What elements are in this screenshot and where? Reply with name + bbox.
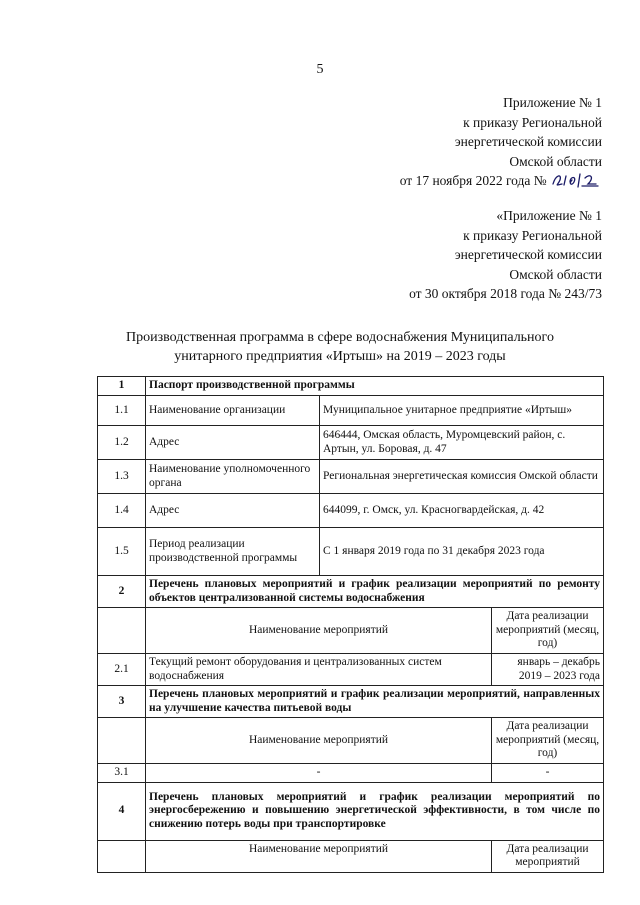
- row-number: 1.4: [98, 494, 146, 528]
- measure-date: -: [492, 764, 604, 783]
- column-header-date: Дата реализации мероприятий: [492, 840, 604, 872]
- table-row: [98, 764, 604, 783]
- column-header-name: Наименование мероприятий: [146, 840, 492, 872]
- header-line: к приказу Региональной: [463, 114, 602, 130]
- table-row: [98, 654, 604, 686]
- section-row: [98, 686, 604, 718]
- table-row: [98, 396, 604, 426]
- column-header-row: [98, 840, 604, 872]
- row-value: 644099, г. Омск, ул. Красногвардейская, д. 42: [320, 494, 604, 528]
- appendix-current-header: [400, 93, 602, 191]
- order-date-line: [400, 171, 602, 191]
- row-label: Наименование уполномоченного органа: [146, 460, 320, 494]
- order-date: от 17 ноября 2022 года №: [399, 173, 547, 188]
- row-value: Муниципальное унитарное предприятие «Иртыш»: [320, 396, 604, 426]
- row-label: Период реализации производственной программы: [146, 528, 320, 576]
- section-number: 2: [98, 576, 146, 608]
- row-number: 1.5: [98, 528, 146, 576]
- row-number: 1.3: [98, 460, 146, 494]
- column-header-date: Дата реализации мероприятий (месяц, год): [492, 718, 604, 764]
- row-value: Региональная энергетическая комиссия Омской области: [320, 460, 604, 494]
- row-number: 2.1: [98, 654, 146, 686]
- row-number: 1.2: [98, 426, 146, 460]
- section-title: Перечень плановых мероприятий и график реализации мероприятий по ремонту объектов централизованной системы водоснабжения: [146, 576, 604, 608]
- header-line: Приложение № 1: [503, 95, 602, 110]
- table-row: [98, 528, 604, 576]
- section-title: Перечень плановых мероприятий и график реализации мероприятий, направленных на улучшение качества питьевой воды: [146, 686, 604, 718]
- section-title: Перечень плановых мероприятий и график реализации мероприятий по энергосбережению и повышению энергетической эффективности, в том числе по снижению потерь воды при транспортировке: [146, 782, 604, 840]
- title-line: унитарного предприятия «Иртыш» на 2019 – 2023 годы: [174, 349, 506, 364]
- row-label: Адрес: [146, 494, 320, 528]
- measure-name: Текущий ремонт оборудования и централизованных систем водоснабжения: [146, 654, 492, 686]
- header-line: Омской области: [509, 266, 602, 282]
- column-header-name: Наименование мероприятий: [146, 608, 492, 654]
- table-row: [98, 494, 604, 528]
- program-table: [97, 376, 604, 873]
- handwritten-order-number: [550, 172, 602, 188]
- section-row: [98, 576, 604, 608]
- row-label: Адрес: [146, 426, 320, 460]
- section-number: 1: [98, 377, 146, 396]
- row-number: 1.1: [98, 396, 146, 426]
- appendix-original-header: [409, 206, 602, 304]
- section-title: Паспорт производственной программы: [146, 377, 604, 396]
- section-row: [98, 782, 604, 840]
- row-value: С 1 января 2019 года по 31 декабря 2023 года: [320, 528, 604, 576]
- header-line: энергетической комиссии: [454, 134, 602, 149]
- measure-date: январь – декабрь 2019 – 2023 года: [492, 654, 604, 686]
- table-row: [98, 426, 604, 460]
- measure-name: -: [146, 764, 492, 783]
- section-number: 3: [98, 686, 146, 718]
- column-header-row: [98, 718, 604, 764]
- document-title: [60, 328, 620, 366]
- header-line: Омской области: [509, 153, 602, 169]
- row-number: 3.1: [98, 764, 146, 783]
- row-label: Наименование организации: [146, 396, 320, 426]
- section-number: 4: [98, 782, 146, 840]
- header-line: к приказу Региональной: [463, 227, 602, 243]
- header-line: от 30 октября 2018 года № 243/73: [409, 286, 602, 301]
- title-line: Производственная программа в сфере водоснабжения Муниципального: [126, 330, 554, 345]
- page-number: 5: [316, 62, 324, 77]
- table-row: [98, 460, 604, 494]
- column-header-row: [98, 608, 604, 654]
- row-value: 646444, Омская область, Муромцевский район, с. Артын, ул. Боровая, д. 47: [320, 426, 604, 460]
- header-line: энергетической комиссии: [454, 247, 602, 262]
- section-row: [98, 377, 604, 396]
- header-line: «Приложение № 1: [496, 208, 602, 223]
- column-header-date: Дата реализации мероприятий (месяц, год): [492, 608, 604, 654]
- column-header-name: Наименование мероприятий: [146, 718, 492, 764]
